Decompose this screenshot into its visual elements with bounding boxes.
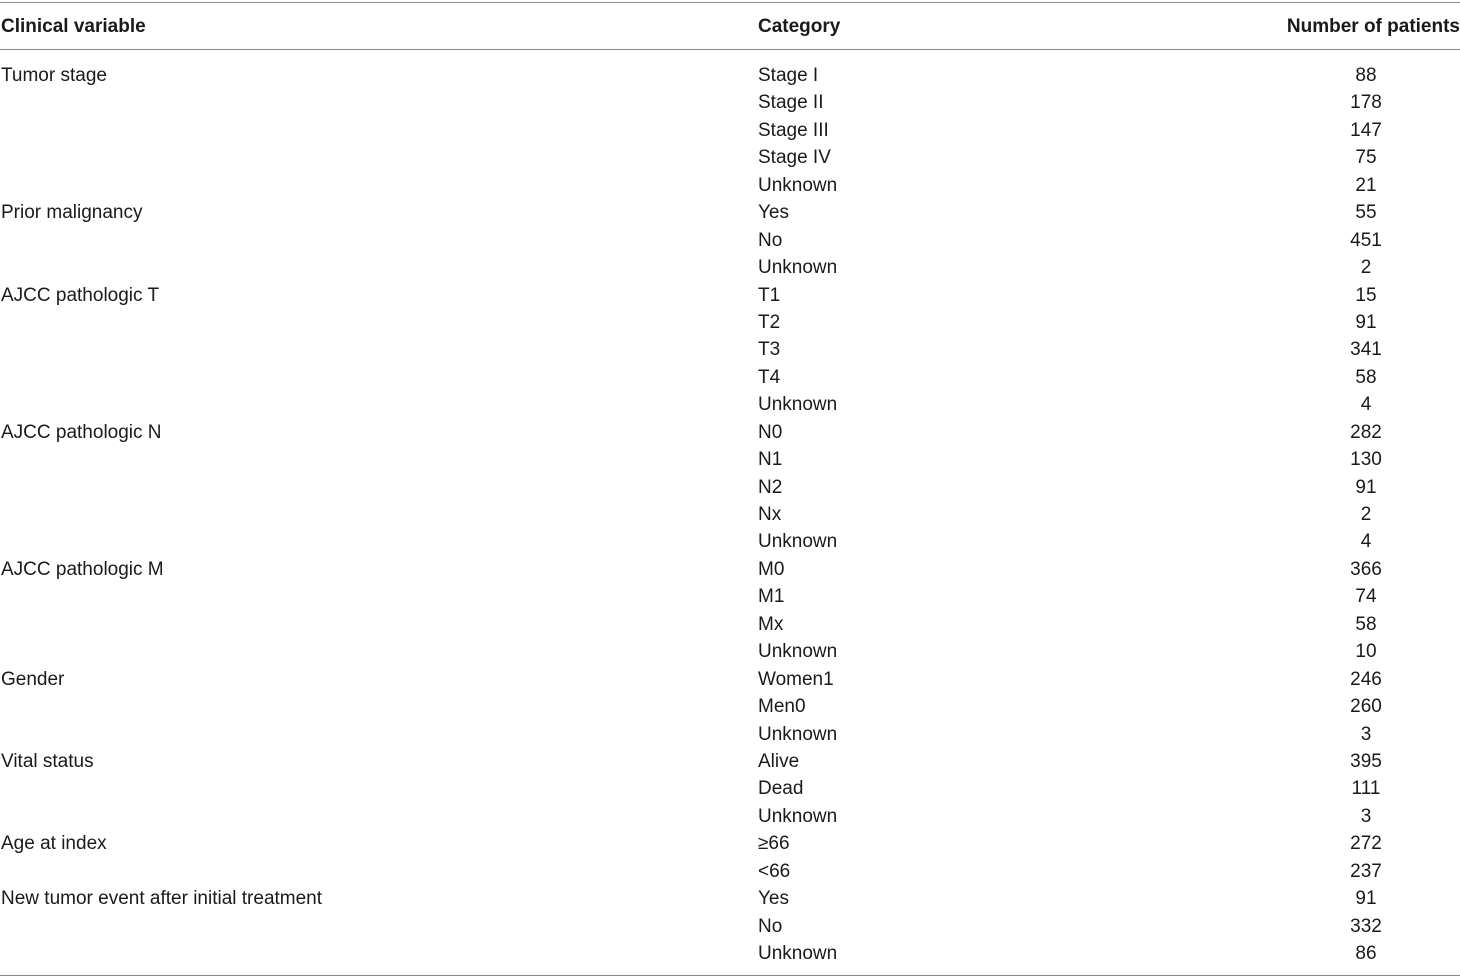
- category-cell: Unknown: [758, 943, 838, 964]
- category-cell: Nx: [758, 504, 782, 525]
- category-cell: Mx: [758, 613, 784, 635]
- category-cell: Unknown: [758, 805, 838, 827]
- patient-count-cell: 74: [1355, 586, 1377, 608]
- patient-count-cell: 3: [1360, 723, 1372, 745]
- table-row: [0, 474, 1460, 501]
- patient-count-cell: 332: [1350, 915, 1382, 937]
- category-cell: Women1: [758, 668, 834, 690]
- clinical-variable-cell: Age at index: [1, 833, 107, 855]
- table-row: [0, 721, 1460, 748]
- table-row: [0, 282, 1460, 309]
- table-row: [0, 611, 1460, 638]
- category-cell: N0: [758, 421, 783, 443]
- patient-count-cell: 260: [1350, 696, 1382, 718]
- patient-count-cell: 395: [1350, 750, 1382, 772]
- patient-count-cell: 111: [1351, 778, 1381, 800]
- patient-count-cell: 4: [1360, 531, 1372, 553]
- clinical-variable-cell: Vital status: [1, 750, 94, 772]
- table-row: [0, 638, 1460, 665]
- table-row: [0, 446, 1460, 473]
- patient-count-cell: 3: [1360, 805, 1372, 827]
- category-cell: M0: [758, 558, 785, 580]
- patient-count-cell: 91: [1355, 311, 1377, 333]
- patient-count-cell: 451: [1350, 229, 1382, 251]
- table-row: [0, 775, 1460, 802]
- patient-count-cell: 10: [1355, 641, 1377, 663]
- patient-count-cell: 86: [1355, 943, 1377, 964]
- table-row: [0, 227, 1460, 254]
- patient-count-cell: 75: [1355, 147, 1377, 169]
- table-row: [0, 117, 1460, 144]
- category-cell: <66: [758, 860, 791, 882]
- table-row: [0, 528, 1460, 555]
- patient-count-cell: 147: [1350, 119, 1382, 141]
- table-row: [0, 172, 1460, 199]
- table-row: [0, 62, 1460, 89]
- patient-count-cell: 272: [1350, 833, 1382, 855]
- table-row: [0, 309, 1460, 336]
- category-cell: No: [758, 229, 783, 251]
- clinical-variable-cell: AJCC pathologic T: [1, 284, 160, 306]
- clinical-variable-cell: New tumor event after initial treatment: [1, 888, 323, 910]
- category-cell: Dead: [758, 778, 804, 800]
- table-row: [0, 693, 1460, 720]
- clinical-variable-cell: Prior malignancy: [1, 202, 143, 224]
- table-row: [0, 583, 1460, 610]
- category-cell: T1: [758, 284, 781, 306]
- category-cell: T2: [758, 311, 781, 333]
- patient-count-cell: 130: [1350, 449, 1382, 471]
- category-cell: Stage III: [758, 119, 829, 141]
- patient-count-cell: 55: [1355, 202, 1377, 224]
- header-clinical-variable: Clinical variable: [1, 16, 146, 37]
- clinical-variable-cell: AJCC pathologic N: [1, 421, 162, 443]
- category-cell: Yes: [758, 888, 789, 910]
- patient-count-cell: 15: [1355, 284, 1377, 306]
- category-cell: Yes: [758, 202, 789, 224]
- patient-count-cell: 4: [1360, 394, 1372, 416]
- category-cell: N2: [758, 476, 783, 498]
- table-row: [0, 89, 1460, 116]
- top-rule: [0, 2, 1460, 3]
- patient-count-cell: 2: [1360, 257, 1372, 279]
- patient-count-cell: 341: [1350, 339, 1382, 361]
- patient-count-cell: 178: [1350, 92, 1382, 114]
- table-row: [0, 748, 1460, 775]
- category-cell: Stage II: [758, 92, 824, 114]
- category-cell: Unknown: [758, 723, 838, 745]
- header-number-of-patients: Number of patients: [1286, 16, 1460, 37]
- category-cell: Unknown: [758, 174, 838, 196]
- patient-count-cell: 58: [1355, 366, 1377, 388]
- category-cell: ≥66: [758, 833, 790, 855]
- table-row: [0, 666, 1460, 693]
- patient-count-cell: 91: [1355, 888, 1377, 910]
- patient-count-cell: 91: [1355, 476, 1377, 498]
- patient-count-cell: 58: [1355, 613, 1377, 635]
- category-cell: M1: [758, 586, 785, 608]
- category-cell: Unknown: [758, 641, 838, 663]
- header-category: Category: [758, 16, 841, 37]
- category-cell: Stage IV: [758, 147, 831, 169]
- clinical-variable-cell: AJCC pathologic M: [1, 558, 164, 580]
- table-body: [0, 62, 1460, 967]
- table-row: [0, 940, 1460, 967]
- category-cell: Unknown: [758, 257, 838, 279]
- patient-count-cell: 246: [1350, 668, 1382, 690]
- patient-count-cell: 88: [1355, 65, 1377, 86]
- table-row: [0, 336, 1460, 363]
- category-cell: Unknown: [758, 531, 838, 553]
- table-row: [0, 199, 1460, 226]
- table-row: [0, 885, 1460, 912]
- category-cell: T3: [758, 339, 781, 361]
- table-row: [0, 254, 1460, 281]
- category-cell: No: [758, 915, 783, 937]
- patient-count-cell: 366: [1350, 558, 1382, 580]
- table-row: [0, 364, 1460, 391]
- clinical-variable-cell: Tumor stage: [1, 65, 107, 86]
- category-cell: Men0: [758, 696, 806, 718]
- category-cell: Stage I: [758, 65, 819, 86]
- table-row: [0, 144, 1460, 171]
- table-row: [0, 913, 1460, 940]
- bottom-rule: [0, 975, 1460, 976]
- patient-count-cell: 237: [1350, 860, 1382, 882]
- category-cell: Alive: [758, 750, 800, 772]
- patient-count-cell: 282: [1350, 421, 1382, 443]
- category-cell: N1: [758, 449, 783, 471]
- table-row: [0, 556, 1460, 583]
- patient-count-cell: 21: [1355, 174, 1377, 196]
- header-rule: [0, 49, 1460, 50]
- table-row: [0, 391, 1460, 418]
- category-cell: T4: [758, 366, 781, 388]
- table-row: [0, 501, 1460, 528]
- table-row: [0, 803, 1460, 830]
- table-row: [0, 858, 1460, 885]
- category-cell: Unknown: [758, 394, 838, 416]
- patient-count-cell: 2: [1360, 504, 1372, 525]
- clinical-variable-cell: Gender: [1, 668, 65, 690]
- table-row: [0, 419, 1460, 446]
- table-row: [0, 830, 1460, 857]
